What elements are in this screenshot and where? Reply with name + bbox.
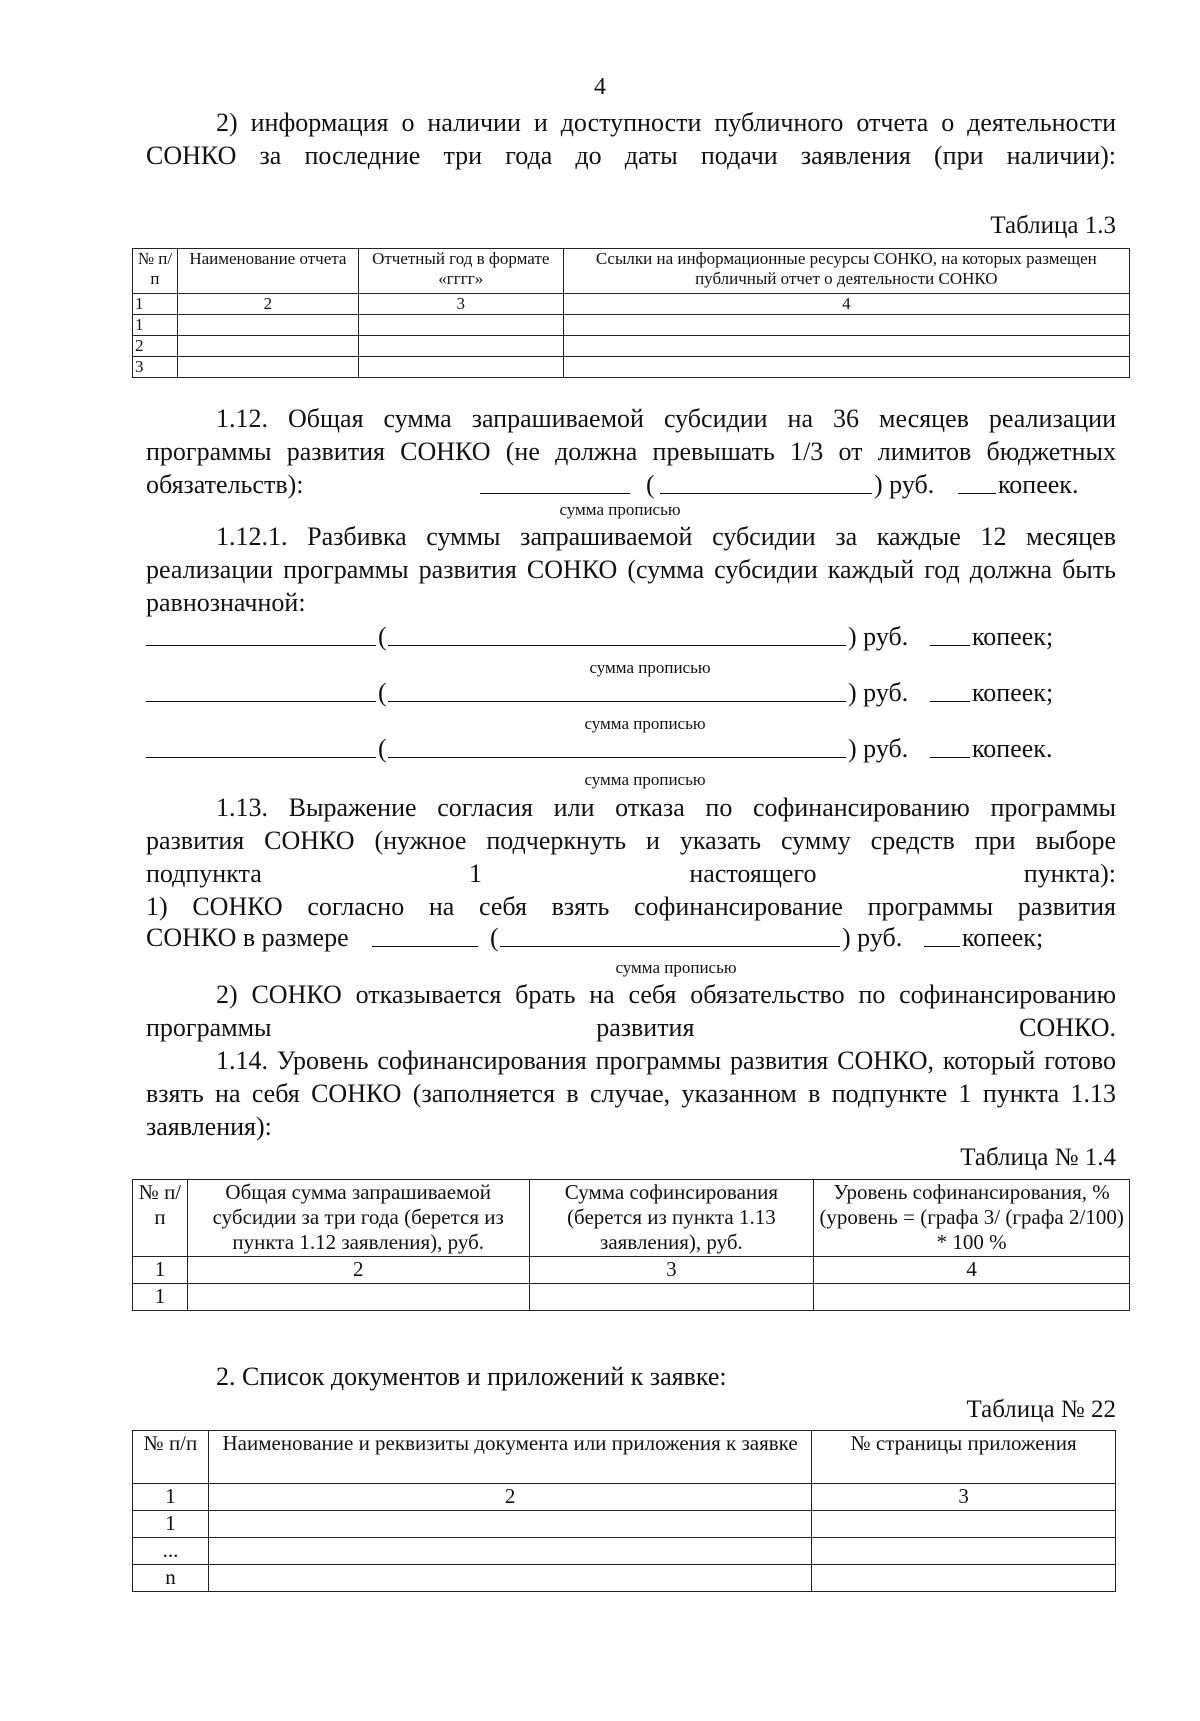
table-cell: 1	[133, 1257, 188, 1284]
table-cell: 1	[133, 294, 178, 315]
section-2-title: 2. Список документов и приложений к заявке:	[216, 1362, 727, 1391]
table-22	[132, 1430, 1116, 1592]
table-header-cell: № страницы приложения	[812, 1431, 1116, 1484]
annual-sum-line	[146, 732, 1116, 766]
amount-blank[interactable]	[146, 645, 376, 646]
table-cell: 3	[812, 1484, 1116, 1511]
table-cell[interactable]	[358, 336, 563, 357]
item-1-13-option-2: 2) СОНКО отказывается брать на себя обязательство по софинансированию программы развития СОНКО.	[146, 980, 1116, 1042]
table-cell[interactable]	[177, 357, 358, 378]
table-1-4	[132, 1179, 1130, 1311]
open-paren: (	[378, 734, 387, 763]
table-row	[133, 1284, 1130, 1311]
rub-label: ) руб.	[842, 923, 903, 952]
kopeks-blank[interactable]	[958, 493, 996, 494]
table-row	[133, 1511, 1116, 1538]
table-cell: ...	[133, 1538, 209, 1565]
item-1-12-sum-line	[146, 468, 1116, 502]
table-numbering-row	[133, 1484, 1116, 1511]
kopeks-blank[interactable]	[930, 701, 970, 702]
open-paren: (	[490, 923, 499, 952]
kopeks-blank[interactable]	[930, 645, 970, 646]
table-header-cell: Отчетный год в формате «гггг»	[358, 249, 563, 294]
table-cell[interactable]	[812, 1565, 1116, 1592]
table-cell: 2	[133, 336, 178, 357]
table-1-3-caption: Таблица 1.3	[990, 212, 1116, 239]
table-row	[133, 1565, 1116, 1592]
table-cell: 3	[529, 1257, 814, 1284]
kopeks-label: копеек.	[972, 734, 1053, 763]
open-paren: (	[646, 470, 655, 499]
table-header-cell: Сумма софинсирования (берется из пункта 1.13 заявления), руб.	[529, 1180, 814, 1257]
table-cell[interactable]	[529, 1284, 814, 1311]
amount-blank[interactable]	[146, 701, 376, 702]
table-cell: 1	[133, 1484, 209, 1511]
table-cell[interactable]	[563, 357, 1129, 378]
table-cell: n	[133, 1565, 209, 1592]
table-cell[interactable]	[358, 357, 563, 378]
amount-in-words-blank[interactable]	[660, 493, 872, 494]
table-cell: 1	[133, 1511, 209, 1538]
table-cell[interactable]	[177, 336, 358, 357]
kopeks-blank[interactable]	[924, 946, 960, 947]
table-cell[interactable]	[208, 1565, 811, 1592]
table-1-4-caption: Таблица № 1.4	[960, 1144, 1116, 1171]
kopeks-label: копеек.	[998, 470, 1079, 499]
table-row	[133, 336, 1130, 357]
table-cell: 2	[208, 1484, 811, 1511]
table-cell: 1	[133, 1284, 188, 1311]
table-cell[interactable]	[177, 315, 358, 336]
amount-in-words-blank[interactable]	[388, 645, 846, 646]
annual-sum-line	[146, 676, 1116, 710]
table-cell: 1	[133, 315, 178, 336]
table-row	[133, 315, 1130, 336]
table-header-row	[133, 249, 1130, 294]
table-cell: 2	[187, 1257, 529, 1284]
table-cell[interactable]	[812, 1538, 1116, 1565]
table-cell[interactable]	[814, 1284, 1130, 1311]
table-cell[interactable]	[208, 1538, 811, 1565]
table-header-cell: Наименование и реквизиты документа или приложения к заявке	[208, 1431, 811, 1484]
sum-in-words-label: сумма прописью	[584, 714, 706, 733]
table-header-cell: № п/п	[133, 1431, 209, 1484]
amount-blank[interactable]	[372, 946, 478, 947]
amount-in-words-blank[interactable]	[388, 701, 846, 702]
item-1-12-1-text: 1.12.1. Разбивка суммы запрашиваемой субсидии за каждые 12 месяцев реализации программы развития СОНКО (сумма субсидии каждый год должна быть равнозначной:	[146, 522, 1116, 617]
item-1-13-option-1: 1) СОНКО согласно на себя взять софинансирование программы развития	[146, 892, 1116, 921]
kopeks-blank[interactable]	[930, 757, 970, 758]
table-header-cell: Общая сумма запрашиваемой субсидии за три года (берется из пункта 1.12 заявления), руб.	[187, 1180, 529, 1257]
kopeks-label: копеек;	[972, 678, 1054, 707]
option-1-continuation: СОНКО в размере	[146, 923, 349, 952]
table-header-cell: № п/п	[133, 249, 178, 294]
table-header-row	[133, 1431, 1116, 1484]
annual-sum-line	[146, 620, 1116, 654]
kopeks-label: копеек;	[972, 622, 1054, 651]
table-cell[interactable]	[358, 315, 563, 336]
table-cell: 4	[814, 1257, 1130, 1284]
table-cell: 3	[133, 357, 178, 378]
table-header-cell: Уровень софинансирования, % (уровень = (графа 3/ (графа 2/100) * 100 %	[814, 1180, 1130, 1257]
amount-blank[interactable]	[146, 757, 376, 758]
table-numbering-row	[133, 1257, 1130, 1284]
item-2-2-paragraph: 2) информация о наличии и доступности публичного отчета о деятельности СОНКО за последние три года до даты подачи заявления (при наличии):	[146, 108, 1116, 170]
table-row	[133, 1538, 1116, 1565]
rub-label: ) руб.	[848, 622, 909, 651]
table-header-cell: Ссылки на информационные ресурсы СОНКО, на которых размещен публичный отчет о деятельности СОНКО	[563, 249, 1129, 294]
table-cell[interactable]	[208, 1511, 811, 1538]
open-paren: (	[378, 622, 387, 651]
table-22-caption: Таблица № 22	[966, 1396, 1116, 1423]
rub-label: ) руб.	[848, 678, 909, 707]
amount-in-words-blank[interactable]	[500, 946, 840, 947]
table-header-cell: № п/п	[133, 1180, 188, 1257]
rub-label: ) руб.	[848, 734, 909, 763]
page-number: 4	[594, 74, 606, 100]
table-header-cell: Наименование отчета	[177, 249, 358, 294]
sum-in-words-label: сумма прописью	[589, 658, 711, 677]
amount-blank[interactable]	[480, 493, 630, 494]
table-cell: 3	[358, 294, 563, 315]
table-cell[interactable]	[812, 1511, 1116, 1538]
item-1-13-sum-line	[146, 921, 1116, 955]
table-cell[interactable]	[563, 336, 1129, 357]
open-paren: (	[378, 678, 387, 707]
amount-in-words-blank[interactable]	[388, 757, 846, 758]
table-numbering-row	[133, 294, 1130, 315]
table-cell: 4	[563, 294, 1129, 315]
sum-in-words-label: сумма прописью	[584, 770, 706, 789]
table-1-3	[132, 248, 1130, 378]
table-row	[133, 357, 1130, 378]
kopeks-label: копеек;	[962, 923, 1044, 952]
item-1-14-text: 1.14. Уровень софинансирования программы развития СОНКО, который готово взять на себя СОНКО (заполняется в случае, указанном в подпункте 1 пункта 1.13 заявления):	[146, 1046, 1116, 1141]
item-1-12-text: 1.12. Общая сумма запрашиваемой субсидии на 36 месяцев реализации программы развития СОНКО (не должна превышать 1/3 от лимитов бюджетных обязательств):	[146, 404, 1116, 499]
rub-label: ) руб.	[874, 470, 935, 499]
table-header-row	[133, 1180, 1130, 1257]
sum-in-words-label: сумма прописью	[559, 500, 681, 519]
table-cell: 2	[177, 294, 358, 315]
table-cell[interactable]	[563, 315, 1129, 336]
table-cell[interactable]	[187, 1284, 529, 1311]
item-1-13-text: 1.13. Выражение согласия или отказа по софинансированию программы развития СОНКО (нужное подчеркнуть и указать сумму средств при выборе подпункта 1 настоящего пункта):	[146, 793, 1116, 888]
sum-in-words-label: сумма прописью	[615, 958, 737, 977]
